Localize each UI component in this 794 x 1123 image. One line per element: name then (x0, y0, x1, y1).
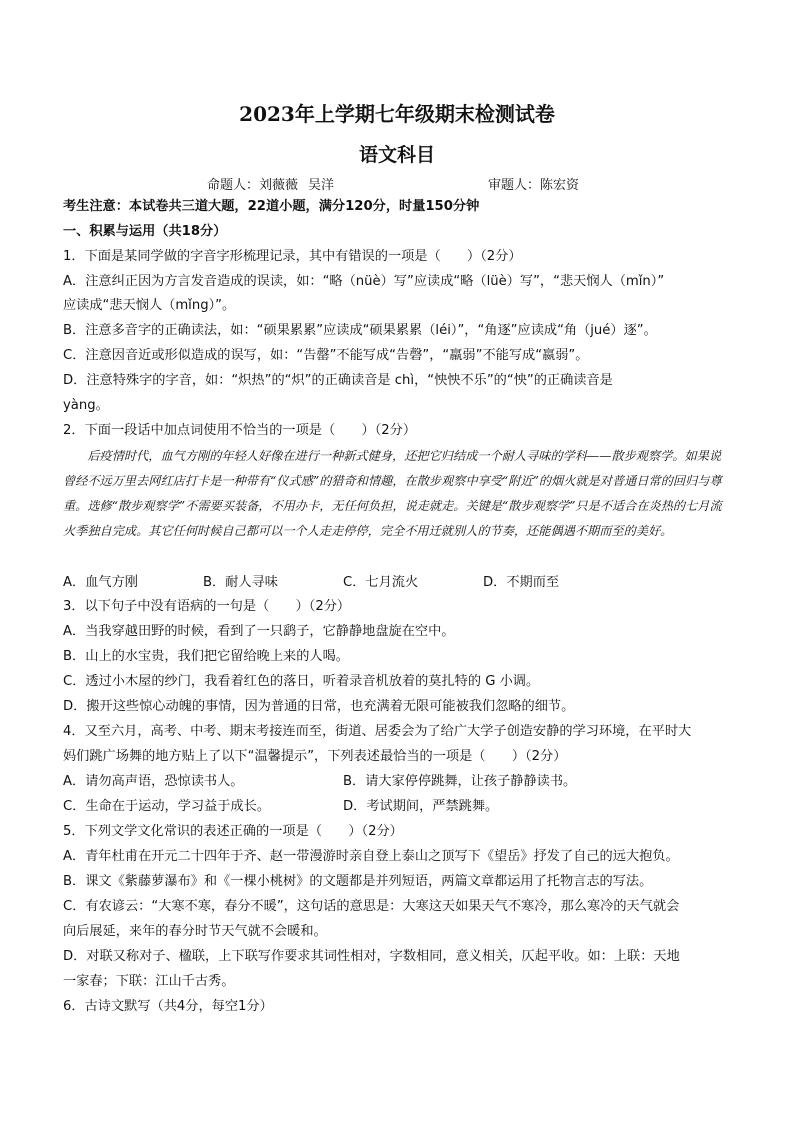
q5-stem: 5．下列文学文化常识的表述正确的一项是（ ）（2分） (63, 824, 403, 839)
authors-label: 命题人：刘薇薇 (207, 178, 299, 193)
q2-option-d: D．不期而至 (483, 575, 560, 590)
q3-option-a: A．当我穿越田野的时候，看到了一只鹞子，它静静地盘旋在空中。 (63, 624, 455, 639)
exam-title: 2023年上学期七年级期末检测试卷 (239, 102, 555, 126)
q5-option-c-cont: 向后展延，来年的春分时节天气就不会暖和。 (63, 924, 327, 939)
q4-option-d: D．考试期间，严禁跳舞。 (343, 799, 499, 814)
q1-option-a: A．注意纠正因为方言发音造成的误读，如：“略（nüè）写”应读成“略（lüè）写”，“悲天悯人（mǐn）” (63, 274, 665, 289)
q5-option-c: C．有农谚云：“大寒不寒，春分不暖”，这句话的意思是：大寒这天如果天气不寒冷，那么寒冷的天气就会 (63, 899, 680, 914)
author-2: 吴洋 (308, 178, 335, 193)
subject-title: 语文科目 (358, 144, 435, 166)
exam-notice: 考生注意：本试卷共三道大题，22道小题，满分120分，时量150分钟 (63, 199, 480, 214)
q2-stem: 2．下面一段话中加点词使用不恰当的一项是（ ）（2分） (63, 423, 417, 438)
q4-option-c: C．生命在于运动，学习益于成长。 (63, 799, 271, 814)
q4-option-b: B．请大家停停跳舞，让孩子静静读书。 (343, 774, 577, 789)
q5-option-b: B．课文《紫藤萝瀑布》和《一棵小桃树》的文题都是并列短语，两篇文章都运用了托物言志的写法。 (63, 874, 653, 889)
q2-passage: 后疫情时代，血气方刚的年轻人好像在进行一种新式健身，还把它归结成一个耐人寻味的学科——散步观察学。如果说曾经不远万里去网红店打卡是一种带有“仪式感”的猎奇和情趣，在散步观察中享受“附近”的烟火就是对普通日常的回归与尊重。选修“散步观察学”不需要买装备，不用办卡，无任何负担，说走就走。关键是“散步观察学”只是不适合在炎热的七月流火季独自完成。其它任何时候自己都可以一个人走走停停，完全不用迁就别人的节奏，还能偶遇不期而至的美好。 (63, 449, 722, 538)
q3-stem: 3．以下句子中没有语病的一句是（ ）（2分） (63, 599, 351, 614)
q1-option-b: B．注意多音字的正确读法，如：“硕果累累”应读成“硕果累累（léi）”，“角逐”应读成“角（jué）逐”。 (63, 323, 657, 338)
q1-option-d-cont: yàng。 (63, 398, 109, 413)
q4-stem: 4．又至六月，高考、中考、期末考接连而至，街道、居委会为了给广大学子创造安静的学习环境，在平时大 (63, 724, 692, 739)
q5-option-a: A．青年杜甫在开元二十四年于齐、赵一带漫游时亲自登上泰山之顶写下《望岳》抒发了自己的远大抱负。 (63, 849, 679, 864)
q1-option-a-cont: 应读成“悲天悯人（mǐng）”。 (63, 298, 236, 313)
q3-option-c: C．透过小木屋的纱门，我看着红色的落日，听着录音机放着的莫扎特的 G 小调。 (63, 674, 540, 689)
q4-stem-cont: 妈们跳广场舞的地方贴上了以下“温馨提示”，下列表述最恰当的一项是（ ）（2分） (63, 749, 567, 764)
q5-option-d: D．对联又称对子、楹联，上下联写作要求其词性相对，字数相同，意义相关，仄起平收。如：上联：天地 (63, 949, 680, 964)
q1-stem: 1．下面是某同学做的字音字形梳理记录，其中有错误的一项是（ ）（2分） (63, 249, 522, 264)
q6-stem: 6．古诗文默写（共4分，每空1分） (63, 999, 273, 1014)
q2-option-c: C．七月流火 (343, 575, 419, 590)
q5-option-d-cont: 一家春；下联：江山千古秀。 (63, 974, 235, 989)
q1-option-d: D．注意特殊字的字音，如：“炽热”的“炽”的正确读音是 chì，“怏怏不乐”的“怏”的正确读音是 (63, 373, 613, 388)
q2-option-a: A．血气方刚 (63, 575, 138, 590)
q4-option-a: A．请勿高声语，恐惊读书人。 (63, 774, 244, 789)
q3-option-d: D．搬开这些惊心动魄的事情，因为普通的日常，也充满着无限可能被我们忽略的细节。 (63, 699, 575, 714)
reviewer-line: 审题人：陈宏资 (488, 178, 580, 193)
q2-option-b: B．耐人寻味 (203, 575, 278, 590)
authors-line (207, 174, 334, 193)
q3-option-b: B．山上的水宝贵，我们把它留给晚上来的人喝。 (63, 649, 349, 664)
section-heading: 一、积累与运用（共18分） (63, 224, 227, 239)
q1-option-c: C．注意因音近或形似造成的误写，如：“告罄”不能写成“告磬”，“羸弱”不能写成“嬴弱”。 (63, 348, 589, 363)
